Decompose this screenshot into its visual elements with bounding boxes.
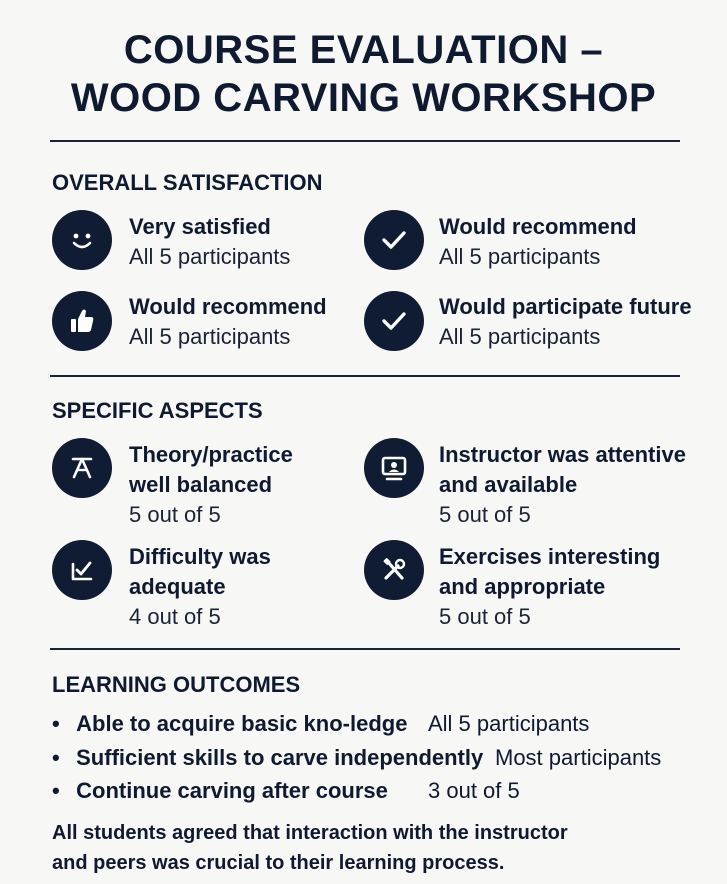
section-heading-overall: OVERALL SATISFACTION bbox=[52, 170, 323, 195]
bullet: • bbox=[52, 745, 60, 770]
item-title: Would recommend bbox=[439, 214, 637, 239]
item-value: All 5 participants bbox=[439, 244, 601, 269]
check-icon bbox=[364, 210, 424, 270]
item-value: 4 out of 5 bbox=[129, 604, 221, 629]
balance-icon bbox=[52, 438, 112, 498]
section-heading-outcomes: LEARNING OUTCOMES bbox=[52, 672, 301, 697]
outcome-value: 3 out of 5 bbox=[428, 778, 520, 803]
smiley-icon bbox=[52, 210, 112, 270]
title-line-2: WOOD CARVING WORKSHOP bbox=[70, 76, 657, 120]
checkbox-icon bbox=[52, 540, 112, 600]
bullet: • bbox=[52, 711, 60, 736]
bullet: • bbox=[52, 778, 60, 803]
item-title: Exercises interesting bbox=[439, 544, 661, 569]
title-line-1: COURSE EVALUATION – bbox=[123, 28, 604, 72]
check-icon bbox=[364, 291, 424, 351]
item-value: All 5 participants bbox=[439, 324, 601, 349]
item-title: Theory/practice bbox=[129, 442, 293, 467]
divider bbox=[50, 648, 680, 650]
outcome-item bbox=[52, 709, 590, 739]
divider bbox=[50, 375, 680, 377]
item-value: 5 out of 5 bbox=[129, 502, 221, 527]
item-title-cont: adequate bbox=[129, 574, 226, 599]
item-title-cont: and appropriate bbox=[439, 574, 606, 599]
outcome-label: Sufficient skills to carve independently bbox=[76, 745, 484, 770]
outcome-label: Able to acquire basic kno-ledge bbox=[76, 711, 408, 736]
presentation-icon bbox=[364, 438, 424, 498]
item-title: Difficulty was bbox=[129, 544, 271, 569]
item-title-cont: and available bbox=[439, 472, 578, 497]
page-title bbox=[0, 26, 727, 122]
section-heading-aspects: SPECIFIC ASPECTS bbox=[52, 398, 263, 423]
outcome-value: Most participants bbox=[495, 745, 662, 770]
thumbs-up-icon bbox=[52, 291, 112, 351]
outcome-item bbox=[52, 743, 662, 773]
item-value: All 5 participants bbox=[129, 324, 291, 349]
item-title-cont: well balanced bbox=[129, 472, 273, 497]
summary-note bbox=[52, 818, 692, 878]
item-value: 5 out of 5 bbox=[439, 604, 531, 629]
item-title: Would participate future bbox=[439, 294, 692, 319]
tools-icon bbox=[364, 540, 424, 600]
summary-line-1: All students agreed that interaction with the instructor bbox=[52, 822, 568, 844]
item-title: Instructor was attentive bbox=[439, 442, 686, 467]
outcome-value: All 5 participants bbox=[428, 711, 590, 736]
divider bbox=[50, 140, 680, 142]
item-title: Very satisfied bbox=[129, 214, 271, 239]
item-value: All 5 participants bbox=[129, 244, 291, 269]
item-value: 5 out of 5 bbox=[439, 502, 531, 527]
summary-line-2: and peers was crucial to their learning process. bbox=[52, 852, 505, 874]
outcome-item bbox=[52, 776, 520, 806]
outcome-label: Continue carving after course bbox=[76, 778, 388, 803]
item-title: Would recommend bbox=[129, 294, 327, 319]
